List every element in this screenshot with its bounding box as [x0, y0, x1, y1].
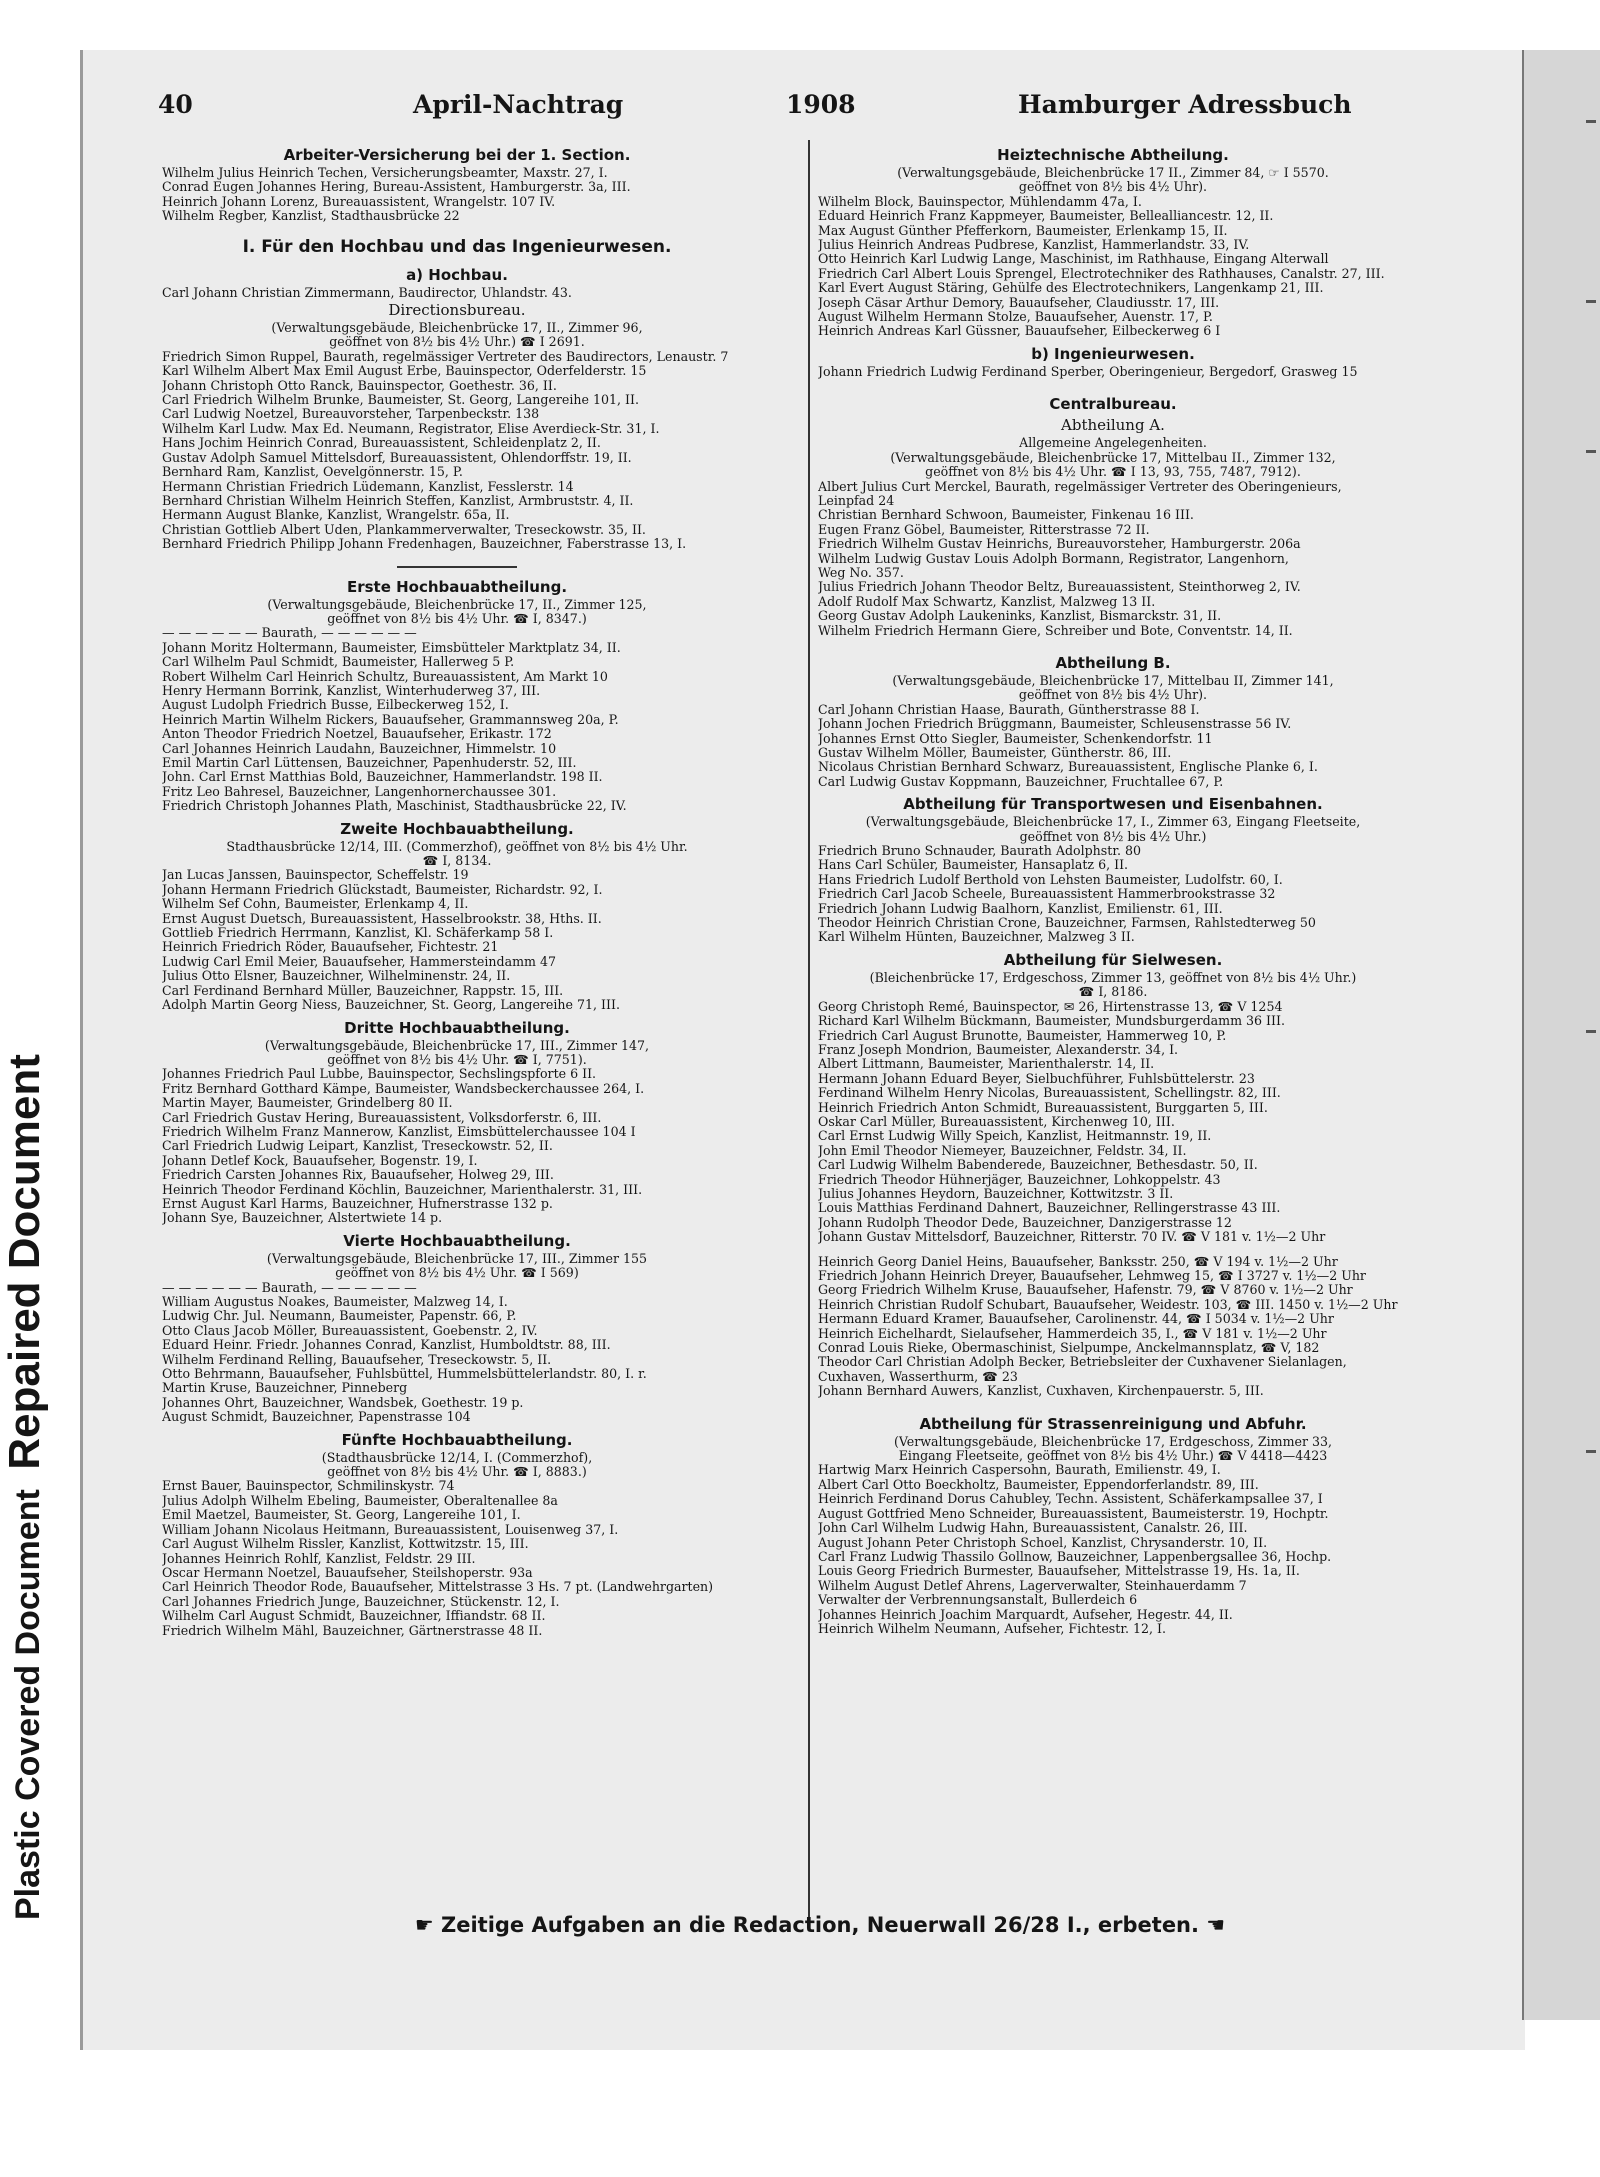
- entry-line: John Carl Wilhelm Ludwig Hahn, Bureauassistent, Canalstr. 26, III.: [818, 1521, 1248, 1536]
- entry-line: August Ludolph Friedrich Busse, Eilbeckerweg 152, I.: [162, 698, 509, 713]
- entry-line: — — — — — — Baurath, — — — — — —: [162, 626, 417, 641]
- entry-line: Wilhelm Ferdinand Relling, Bauaufseher, Treseckowstr. 5, II.: [162, 1352, 552, 1367]
- entry-line: Louis Matthias Ferdinand Dahnert, Bauzeichner, Rellingerstrasse 43 III.: [818, 1201, 1281, 1216]
- left-column: [162, 140, 752, 1638]
- entry-line: Friedrich Carl August Brunotte, Baumeister, Hammerweg 10, P.: [818, 1028, 1227, 1043]
- subsection-heading: Abtheilung A.: [1061, 416, 1165, 435]
- edge-mark: [1586, 1450, 1596, 1453]
- info-line: (Verwaltungsgebäude, Bleichenbrücke 17, III., Zimmer 147,: [264, 1038, 650, 1053]
- entry-line: Heinrich Friedrich Röder, Bauaufseher, Fichtestr. 21: [162, 940, 499, 955]
- entry-line: John. Carl Ernst Matthias Bold, Bauzeichner, Hammerlandstr. 198 II.: [162, 770, 603, 785]
- entry-line: Carl Johannes Friedrich Junge, Bauzeichner, Stückenstr. 12, I.: [162, 1594, 560, 1609]
- entry-line: Hermann Johann Eduard Beyer, Sielbuchführer, Fuhlsbüttelerstr. 23: [818, 1071, 1255, 1086]
- entry-line: Martin Mayer, Baumeister, Grindelberg 80 II.: [162, 1096, 453, 1111]
- info-line: (Verwaltungsgebäude, Bleichenbrücke 17, Mittelbau II., Zimmer 132,: [890, 450, 1336, 465]
- entry-line: Nicolaus Christian Bernhard Schwarz, Bureauassistent, Englische Planke 6, I.: [818, 760, 1318, 775]
- entry-line: Martin Kruse, Bauzeichner, Pinneberg: [162, 1381, 408, 1396]
- info-line: (Bleichenbrücke 17, Erdgeschoss, Zimmer 13, geöffnet von 8½ bis 4½ Uhr.): [869, 970, 1357, 985]
- header-year: 1908: [786, 90, 856, 119]
- entry-line: Robert Wilhelm Carl Heinrich Schultz, Bureauassistent, Am Markt 10: [162, 669, 608, 684]
- right-column: [818, 140, 1408, 1636]
- side-label-text: [0, 1054, 50, 1920]
- entry-line: Heinrich Christian Rudolf Schubart, Bauaufseher, Weidestr. 103, ☎ III. 1450 v. 1½—2 Uhr: [818, 1297, 1398, 1312]
- section-rule: [397, 566, 517, 568]
- info-line: (Verwaltungsgebäude, Bleichenbrücke 17, Mittelbau II, Zimmer 141,: [892, 673, 1334, 688]
- entry-line: Johannes Friedrich Paul Lubbe, Bauinspector, Sechslingspforte 6 II.: [162, 1067, 597, 1082]
- entry-line: Conrad Louis Rieke, Obermaschinist, Sielpumpe, Anckelmannsplatz, ☎ V, 182: [818, 1341, 1320, 1356]
- side-label-line1: Plastic Covered Document: [9, 1489, 47, 1920]
- entry-line: Emil Maetzel, Baumeister, St. Georg, Langereihe 101, I.: [162, 1508, 521, 1523]
- entry-line: Friedrich Wilhelm Mähl, Bauzeichner, Gärtnerstrasse 48 II.: [162, 1623, 543, 1638]
- entry-line: Wilhelm Carl August Schmidt, Bauzeichner, Iffiandstr. 68 II.: [162, 1609, 546, 1624]
- entry-line: Carl Ludwig Wilhelm Babenderede, Bauzeichner, Bethesdastr. 50, II.: [818, 1158, 1258, 1173]
- entry-line: Ludwig Carl Emil Meier, Bauaufseher, Hammersteindamm 47: [162, 954, 556, 969]
- entry-line: Christian Bernhard Schwoon, Baumeister, Finkenau 16 III.: [818, 508, 1194, 523]
- entry-line: Ludwig Chr. Jul. Neumann, Baumeister, Papenstr. 66, P.: [162, 1309, 517, 1324]
- entry-line: August Schmidt, Bauzeichner, Papenstrasse 104: [162, 1410, 471, 1425]
- entry-line: Weg No. 357.: [818, 565, 904, 580]
- info-line: Allgemeine Angelegenheiten.: [1019, 436, 1207, 451]
- entry-line: Johann Sye, Bauzeichner, Alstertwiete 14 p.: [162, 1211, 443, 1226]
- entry-line: Carl Friedrich Wilhelm Brunke, Baumeister, St. Georg, Langereihe 101, II.: [162, 393, 639, 408]
- section-gap: [818, 1245, 1408, 1255]
- entry-line: Johann Jochen Friedrich Brüggmann, Baumeister, Schleusenstrasse 56 IV.: [818, 717, 1292, 732]
- entry-line: Bernhard Friedrich Philipp Johann Fredenhagen, Bauzeichner, Faberstrasse 13, I.: [162, 537, 687, 552]
- entry-line: Karl Wilhelm Hünten, Bauzeichner, Malzweg 3 II.: [818, 930, 1135, 945]
- entry-line: August Johann Peter Christoph Schoel, Kanzlist, Chrysanderstr. 10, II.: [818, 1535, 1268, 1550]
- info-line: (Verwaltungsgebäude, Bleichenbrücke 17, Erdgeschoss, Zimmer 33,: [893, 1434, 1333, 1449]
- entry-line: Georg Gustav Adolph Laukeninks, Kanzlist, Bismarckstr. 31, II.: [818, 609, 1222, 624]
- entry-line: Heinrich Wilhelm Neumann, Aufseher, Fichtestr. 12, I.: [818, 1621, 1166, 1636]
- section-heading: Abtheilung für Strassenreinigung und Abfuhr.: [919, 1414, 1307, 1433]
- entry-line: Carl Johannes Heinrich Laudahn, Bauzeichner, Himmelstr. 10: [162, 741, 557, 756]
- entry-line: Eugen Franz Göbel, Baumeister, Ritterstrasse 72 II.: [818, 522, 1150, 537]
- entry-line: Julius Adolph Wilhelm Ebeling, Baumeister, Oberaltenallee 8a: [162, 1493, 558, 1508]
- entry-line: Julius Johannes Heydorn, Bauzeichner, Kottwitzstr. 3 II.: [818, 1186, 1174, 1201]
- entry-line: Johann Bernhard Auwers, Kanzlist, Cuxhaven, Kirchenpauerstr. 5, III.: [818, 1384, 1264, 1399]
- entry-line: Friedrich Bruno Schnauder, Baurath Adolphstr. 80: [818, 844, 1141, 859]
- entry-line: Friedrich Carl Jacob Scheele, Bureauassistent Hammerbrookstrasse 32: [818, 887, 1276, 902]
- info-line: (Verwaltungsgebäude, Bleichenbrücke 17, III., Zimmer 155: [266, 1251, 648, 1266]
- info-line: geöffnet von 8½ bis 4½ Uhr. ☎ I, 8883.): [327, 1465, 587, 1480]
- entry-line: Bernhard Christian Wilhelm Heinrich Steffen, Kanzlist, Armbruststr. 4, II.: [162, 493, 634, 508]
- entry-line: Albert Littmann, Baumeister, Marienthalerstr. 14, II.: [818, 1057, 1155, 1072]
- section-heading: a) Hochbau.: [406, 265, 508, 284]
- entry-line: Friedrich Johann Heinrich Dreyer, Bauaufseher, Lehmweg 15, ☎ I 3727 v. 1½—2 Uhr: [818, 1269, 1366, 1283]
- info-line: geöffnet von 8½ bis 4½ Uhr).: [1018, 180, 1208, 195]
- page-header: [118, 90, 1352, 130]
- entry-line: Eduard Heinrich Franz Kappmeyer, Baumeister, Bellealliancestr. 12, II.: [818, 209, 1274, 224]
- entry-line: Eduard Heinr. Friedr. Johannes Conrad, Kanzlist, Humboldtstr. 88, III.: [162, 1338, 611, 1353]
- section-heading: b) Ingenieurwesen.: [1031, 344, 1195, 363]
- entry-line: Hans Carl Schüler, Baumeister, Hansaplatz 6, II.: [818, 858, 1129, 873]
- entry-line: Julius Otto Elsner, Bauzeichner, Wilhelminenstr. 24, II.: [162, 969, 511, 984]
- entry-line: Albert Carl Otto Boeckholtz, Baumeister, Eppendorferlandstr. 89, III.: [818, 1477, 1259, 1492]
- entry-line: Heinrich Friedrich Anton Schmidt, Bureauassistent, Burggarten 5, III.: [818, 1100, 1268, 1115]
- entry-line: William Augustus Noakes, Baumeister, Malzweg 14, I.: [162, 1295, 508, 1309]
- entry-line: Richard Karl Wilhelm Bückmann, Baumeister, Mundsburgerdamm 36 III.: [818, 1014, 1285, 1029]
- entry-line: Gustav Adolph Samuel Mittelsdorf, Bureauassistent, Ohlendorffstr. 19, II.: [162, 450, 632, 465]
- section-gap: [818, 1399, 1408, 1409]
- entry-line: Carl Wilhelm Paul Schmidt, Baumeister, Hallerweg 5 P.: [162, 655, 515, 670]
- entry-line: Hans Friedrich Ludolf Berthold von Lehsten Baumeister, Ludolfstr. 60, I.: [818, 872, 1283, 887]
- entry-line: Wilhelm Karl Ludw. Max Ed. Neumann, Registrator, Elise Averdieck-Str. 31, I.: [162, 421, 660, 436]
- page-number: 40: [158, 90, 193, 119]
- entry-line: Wilhelm Block, Bauinspector, Mühlendamm 47a, I.: [818, 194, 1142, 209]
- entry-line: Johann Gustav Mittelsdorf, Bauzeichner, Ritterstr. 70 IV. ☎ V 181 v. 1½—2 Uhr: [818, 1230, 1326, 1245]
- entry-line: Carl Friedrich Ludwig Leipart, Kanzlist, Treseckowstr. 52, II.: [162, 1139, 553, 1154]
- footer-notice: ☛ Zeitige Aufgaben an die Redaction, Neuerwall 26/28 I., erbeten. ☚: [414, 1913, 1226, 1937]
- edge-mark: [1586, 300, 1596, 303]
- entry-line: Heinrich Eichelhardt, Sielaufseher, Hammerdeich 35, I., ☎ V 181 v. 1½—2 Uhr: [818, 1326, 1327, 1341]
- entry-line: Johannes Heinrich Joachim Marquardt, Aufseher, Hegestr. 44, II.: [818, 1607, 1233, 1622]
- section-gap: [818, 638, 1408, 648]
- entry-line: Johann Detlef Kock, Bauaufseher, Bogenstr. 19, I.: [162, 1153, 478, 1168]
- section-heading: Dritte Hochbauabtheilung.: [344, 1018, 570, 1037]
- entry-line: Conrad Eugen Johannes Hering, Bureau-Assistent, Hamburgerstr. 3a, III.: [162, 180, 631, 195]
- entry-line: Heinrich Georg Daniel Heins, Bauaufseher, Banksstr. 250, ☎ V 194 v. 1½—2 Uhr: [818, 1254, 1338, 1269]
- info-line: (Stadthausbrücke 12/14, I. (Commerzhof),: [321, 1450, 593, 1465]
- edge-mark: [1586, 450, 1596, 453]
- entry-line: John Emil Theodor Niemeyer, Bauzeichner, Feldstr. 34, II.: [818, 1143, 1187, 1158]
- entry-line: Hermann Eduard Kramer, Bauaufseher, Carolinenstr. 44, ☎ I 5034 v. 1½—2 Uhr: [818, 1312, 1334, 1327]
- entry-line: Hartwig Marx Heinrich Caspersohn, Baurath, Emilienstr. 49, I.: [818, 1463, 1221, 1478]
- entry-line: Friedrich Wilhelm Franz Mannerow, Kanzlist, Eimsbüttelerchaussee 104 I: [162, 1124, 636, 1139]
- entry-line: Gottlieb Friedrich Herrmann, Kanzlist, Kl. Schäferkamp 58 I.: [162, 926, 554, 941]
- entry-line: Anton Theodor Friedrich Noetzel, Bauaufseher, Erikastr. 172: [162, 727, 552, 742]
- entry-line: Wilhelm Regber, Kanzlist, Stadthausbrücke 22: [162, 209, 460, 224]
- entry-line: Johann Rudolph Theodor Dede, Bauzeichner, Danzigerstrasse 12: [818, 1215, 1232, 1230]
- info-line: ☎ I, 8186.: [1078, 985, 1148, 1000]
- column-divider: [808, 140, 810, 1930]
- entry-line: Theodor Carl Christian Adolph Becker, Betriebsleiter der Cuxhavener Sielanlagen,: [818, 1355, 1347, 1370]
- entry-line: Adolf Rudolf Max Schwartz, Kanzlist, Malzweg 13 II.: [818, 594, 1156, 609]
- info-line: (Verwaltungsgebäude, Bleichenbrücke 17, I., Zimmer 63, Eingang Fleetseite,: [865, 815, 1361, 830]
- info-line: geöffnet von 8½ bis 4½ Uhr. ☎ I, 8347.): [327, 611, 587, 626]
- section-heading: Centralbureau.: [1049, 395, 1177, 414]
- entry-line: Julius Heinrich Andreas Pudbrese, Kanzlist, Hammerlandstr. 33, IV.: [818, 238, 1250, 253]
- entry-line: Carl Ludwig Noetzel, Bureauvorsteher, Tarpenbeckstr. 138: [162, 407, 540, 422]
- section-heading: Abtheilung für Sielwesen.: [1003, 950, 1223, 969]
- entry-line: Henry Hermann Borrink, Kanzlist, Winterhuderweg 37, III.: [162, 683, 541, 698]
- entry-line: Carl Friedrich Gustav Hering, Bureauassistent, Volksdorferstr. 6, III.: [162, 1110, 602, 1125]
- entry-line: Johann Hermann Friedrich Glückstadt, Baumeister, Richardstr. 92, I.: [162, 882, 603, 897]
- entry-line: Carl Ludwig Gustav Koppmann, Bauzeichner, Fruchtallee 67, P.: [818, 774, 1224, 789]
- entry-line: Johannes Ohrt, Bauzeichner, Wandsbek, Goethestr. 19 p.: [162, 1395, 524, 1410]
- header-left-title: April-Nachtrag: [413, 90, 624, 119]
- section-heading: Heiztechnische Abtheilung.: [997, 146, 1229, 164]
- info-line: geöffnet von 8½ bis 4½ Uhr. ☎ I 13, 93, 755, 7487, 7912).: [925, 465, 1301, 480]
- entry-line: Johann Christoph Otto Ranck, Bauinspector, Goethestr. 36, II.: [162, 378, 557, 393]
- section-heading: Zweite Hochbauabtheilung.: [340, 819, 574, 838]
- entry-line: Verwalter der Verbrennungsanstalt, Bullerdeich 6: [818, 1593, 1138, 1608]
- entry-line: Adolph Martin Georg Niess, Bauzeichner, St. Georg, Langereihe 71, III.: [162, 998, 620, 1013]
- entry-line: Fritz Leo Bahresel, Bauzeichner, Langenhornerchaussee 301.: [162, 784, 557, 799]
- page-right-edge: [1522, 50, 1600, 2020]
- section-heading: Vierte Hochbauabtheilung.: [343, 1231, 571, 1250]
- section-gap: [818, 379, 1408, 389]
- info-line: geöffnet von 8½ bis 4½ Uhr.): [1019, 829, 1207, 844]
- entry-line: Ernst August Karl Harms, Bauzeichner, Hufnerstrasse 132 p.: [162, 1196, 553, 1211]
- entry-line: Ernst August Duetsch, Bureauassistent, Hasselbrookstr. 38, Hths. II.: [162, 911, 602, 926]
- entry-line: Ferdinand Wilhelm Henry Nicolas, Bureauassistent, Schellingstr. 82, III.: [818, 1086, 1281, 1101]
- entry-line: Johannes Ernst Otto Siegler, Baumeister, Schenkendorfstr. 11: [818, 731, 1213, 746]
- entry-line: Carl Heinrich Theodor Rode, Bauaufseher, Mittelstrasse 3 Hs. 7 pt. (Landwehrgarten): [162, 1580, 714, 1595]
- info-line: (Verwaltungsgebäude, Bleichenbrücke 17, II., Zimmer 96,: [271, 321, 643, 336]
- entry-line: Wilhelm Sef Cohn, Baumeister, Erlenkamp 4, II.: [162, 897, 469, 912]
- entry-line: Carl Johann Christian Haase, Baurath, Güntherstrasse 88 I.: [818, 702, 1200, 717]
- entry-line: Heinrich Andreas Karl Güssner, Bauaufseher, Eilbeckerweg 6 I: [818, 324, 1221, 339]
- entry-line: August Wilhelm Hermann Stolze, Bauaufseher, Auenstr. 17, P.: [818, 310, 1213, 325]
- info-line: geöffnet von 8½ bis 4½ Uhr).: [1018, 688, 1208, 703]
- info-line: (Verwaltungsgebäude, Bleichenbrücke 17, II., Zimmer 125,: [267, 597, 647, 612]
- entry-line: Hermann August Blanke, Kanzlist, Wrangelstr. 65a, II.: [162, 508, 510, 523]
- entry-line: Wilhelm Friedrich Hermann Giere, Schreiber und Bote, Conventstr. 14, II.: [818, 623, 1293, 638]
- entry-line: August Gottfried Meno Schneider, Bureauassistent, Baumeisterstr. 19, Hochptr.: [818, 1506, 1329, 1521]
- entry-line: Oscar Hermann Noetzel, Bauaufseher, Steilshoperstr. 93a: [162, 1565, 533, 1580]
- entry-line: Carl Johann Christian Zimmermann, Baudirector, Uhlandstr. 43.: [162, 285, 572, 300]
- entry-line: Wilhelm Julius Heinrich Techen, Versicherungsbeamter, Maxstr. 27, I.: [162, 166, 608, 180]
- entry-line: Carl August Wilhelm Rissler, Kanzlist, Kottwitzstr. 15, III.: [162, 1537, 529, 1552]
- entry-line: — — — — — — Baurath, — — — — — —: [162, 1280, 417, 1295]
- entry-line: Wilhelm August Detlef Ahrens, Lagerverwalter, Steinhauerdamm 7: [818, 1578, 1247, 1593]
- entry-line: Karl Wilhelm Albert Max Emil August Erbe, Bauinspector, Oderfelderstr. 15: [162, 364, 647, 379]
- entry-line: Gustav Wilhelm Möller, Baumeister, Güntherstr. 86, III.: [818, 746, 1172, 760]
- section-heading: Erste Hochbauabtheilung.: [346, 577, 568, 596]
- info-line: Eingang Fleetseite, geöffnet von 8½ bis 4½ Uhr.) ☎ V 4418—4423: [898, 1449, 1328, 1464]
- info-line: geöffnet von 8½ bis 4½ Uhr. ☎ I 569): [335, 1266, 579, 1281]
- entry-line: Friedrich Carl Albert Louis Sprengel, Electrotechniker des Rathhauses, Canalstr. 27, III.: [818, 266, 1385, 281]
- entry-line: Georg Friedrich Wilhelm Kruse, Bauaufseher, Hafenstr. 79, ☎ V 8760 v. 1½—2 Uhr: [818, 1283, 1353, 1298]
- info-line: geöffnet von 8½ bis 4½ Uhr.) ☎ I 2691.: [329, 335, 585, 350]
- section-heading: I. Für den Hochbau und das Ingenieurwesen.: [242, 236, 672, 257]
- entry-line: Max August Günther Pfefferkorn, Baumeister, Erlenkamp 15, II.: [818, 223, 1228, 238]
- entry-line: Heinrich Martin Wilhelm Rickers, Bauaufseher, Grammannsweg 20a, P.: [162, 712, 619, 727]
- entry-line: Louis Georg Friedrich Burmester, Bauaufseher, Mittelstrasse 19, Hs. 1a, II.: [818, 1564, 1300, 1579]
- entry-line: Hermann Christian Friedrich Lüdemann, Kanzlist, Fesslerstr. 14: [162, 479, 574, 494]
- entry-line: Oskar Carl Müller, Bureauassistent, Kirchenweg 10, III.: [818, 1114, 1175, 1129]
- entry-line: Georg Christoph Remé, Bauinspector, ✉ 26, Hirtenstrasse 13, ☎ V 1254: [818, 999, 1283, 1014]
- section-heading: Fünfte Hochbauabtheilung.: [341, 1430, 573, 1449]
- entry-line: Emil Martin Carl Lüttensen, Bauzeichner, Papenhuderstr. 52, III.: [162, 756, 577, 770]
- edge-mark: [1586, 120, 1596, 123]
- entry-line: Julius Friedrich Johann Theodor Beltz, Bureauassistent, Steinthorweg 2, IV.: [818, 580, 1301, 595]
- entry-line: Wilhelm Ludwig Gustav Louis Adolph Bormann, Registrator, Langenhorn,: [818, 551, 1289, 566]
- info-line: ☎ I, 8134.: [422, 854, 492, 869]
- entry-line: Albert Julius Curt Merckel, Baurath, regelmässiger Vertreter des Oberingenieurs,: [818, 479, 1342, 494]
- entry-line: Heinrich Ferdinand Dorus Cahubley, Techn. Assistent, Schäferkampsallee 37, I: [818, 1492, 1323, 1507]
- entry-line: Friedrich Carsten Johannes Rix, Bauaufseher, Holweg 29, III.: [162, 1168, 554, 1183]
- entry-line: Leinpfad 24: [818, 493, 895, 508]
- entry-line: Christian Gottlieb Albert Uden, Plankammerverwalter, Treseckowstr. 35, II.: [162, 522, 646, 537]
- entry-line: Karl Evert August Stäring, Gehülfe des Electrotechnikers, Langenkamp 21, III.: [818, 281, 1324, 296]
- entry-line: Joseph Cäsar Arthur Demory, Bauaufseher, Claudiusstr. 17, III.: [818, 295, 1220, 310]
- entry-line: Carl Franz Ludwig Thassilo Gollnow, Bauzeichner, Lappenbergsallee 36, Hochp.: [818, 1549, 1332, 1564]
- section-heading: Abtheilung B.: [1055, 653, 1171, 672]
- entry-line: William Johann Nicolaus Heitmann, Bureauassistent, Louisenweg 37, I.: [162, 1522, 619, 1537]
- entry-line: Ernst Bauer, Bauinspector, Schmilinskystr. 74: [162, 1479, 455, 1494]
- entry-line: Bernhard Ram, Kanzlist, Oevelgönnerstr. 15, P.: [162, 465, 463, 480]
- section-heading: Arbeiter-Versicherung bei der 1. Section.: [283, 146, 631, 164]
- entry-line: Heinrich Johann Lorenz, Bureauassistent, Wrangelstr. 107 IV.: [162, 194, 556, 209]
- section-heading: Abtheilung für Transportwesen und Eisenbahnen.: [903, 795, 1323, 814]
- entry-line: Otto Claus Jacob Möller, Bureauassistent, Goebenstr. 2, IV.: [162, 1323, 538, 1338]
- info-line: Stadthausbrücke 12/14, III. (Commerzhof), geöffnet von 8½ bis 4½ Uhr.: [226, 839, 688, 854]
- entry-line: Cuxhaven, Wasserthurm, ☎ 23: [818, 1369, 1018, 1384]
- info-line: (Verwaltungsgebäude, Bleichenbrücke 17 II., Zimmer 84, ☞ I 5570.: [897, 166, 1329, 180]
- entry-line: Friedrich Simon Ruppel, Baurath, regelmässiger Vertreter des Baudirectors, Lenaustr. 7: [162, 349, 729, 364]
- entry-line: Friedrich Christoph Johannes Plath, Maschinist, Stadthausbrücke 22, IV.: [162, 799, 627, 814]
- entry-line: Heinrich Theodor Ferdinand Köchlin, Bauzeichner, Marienthalerstr. 31, III.: [162, 1182, 643, 1197]
- entry-line: Otto Heinrich Karl Ludwig Lange, Maschinist, im Rathhause, Eingang Alterwall: [818, 252, 1329, 267]
- entry-line: Otto Behrmann, Bauaufseher, Fuhlsbüttel, Hummelsbüttelerlandstr. 80, I. r.: [162, 1367, 647, 1382]
- side-label: [0, 820, 80, 1920]
- entry-line: Carl Ferdinand Bernhard Müller, Bauzeichner, Rappstr. 15, III.: [162, 983, 564, 998]
- entry-line: Theodor Heinrich Christian Crone, Bauzeichner, Farmsen, Rahlstedterweg 50: [818, 916, 1316, 931]
- entry-line: Franz Joseph Mondrion, Baumeister, Alexanderstr. 34, I.: [818, 1042, 1179, 1057]
- info-line: geöffnet von 8½ bis 4½ Uhr. ☎ I, 7751).: [327, 1052, 587, 1067]
- entry-line: Johannes Heinrich Rohlf, Kanzlist, Feldstr. 29 III.: [162, 1551, 476, 1566]
- entry-line: Johann Friedrich Ludwig Ferdinand Sperber, Oberingenieur, Bergedorf, Grasweg 15: [818, 364, 1358, 379]
- side-label-line2: Repaired Document: [0, 1054, 49, 1470]
- entry-line: Carl Ernst Ludwig Willy Speich, Kanzlist, Heitmannstr. 19, II.: [818, 1129, 1212, 1144]
- entry-line: Friedrich Johann Ludwig Baalhorn, Kanzlist, Emilienstr. 61, III.: [818, 901, 1223, 916]
- subsection-heading: Directionsbureau.: [388, 301, 526, 320]
- entry-line: Friedrich Wilhelm Gustav Heinrichs, Bureauvorsteher, Hamburgerstr. 206a: [818, 537, 1301, 552]
- entry-line: Fritz Bernhard Gotthard Kämpe, Baumeister, Wandsbeckerchaussee 264, I.: [162, 1081, 645, 1096]
- header-right-title: Hamburger Adressbuch: [1018, 90, 1352, 119]
- entry-line: Johann Moritz Holtermann, Baumeister, Eimsbütteler Marktplatz 34, II.: [162, 640, 621, 655]
- edge-mark: [1586, 1030, 1596, 1033]
- entry-line: Jan Lucas Janssen, Bauinspector, Scheffelstr. 19: [162, 868, 469, 883]
- entry-line: Friedrich Theodor Hühnerjäger, Bauzeichner, Lohkoppelstr. 43: [818, 1172, 1221, 1187]
- entry-line: Hans Jochim Heinrich Conrad, Bureauassistent, Schleidenplatz 2, II.: [162, 436, 601, 451]
